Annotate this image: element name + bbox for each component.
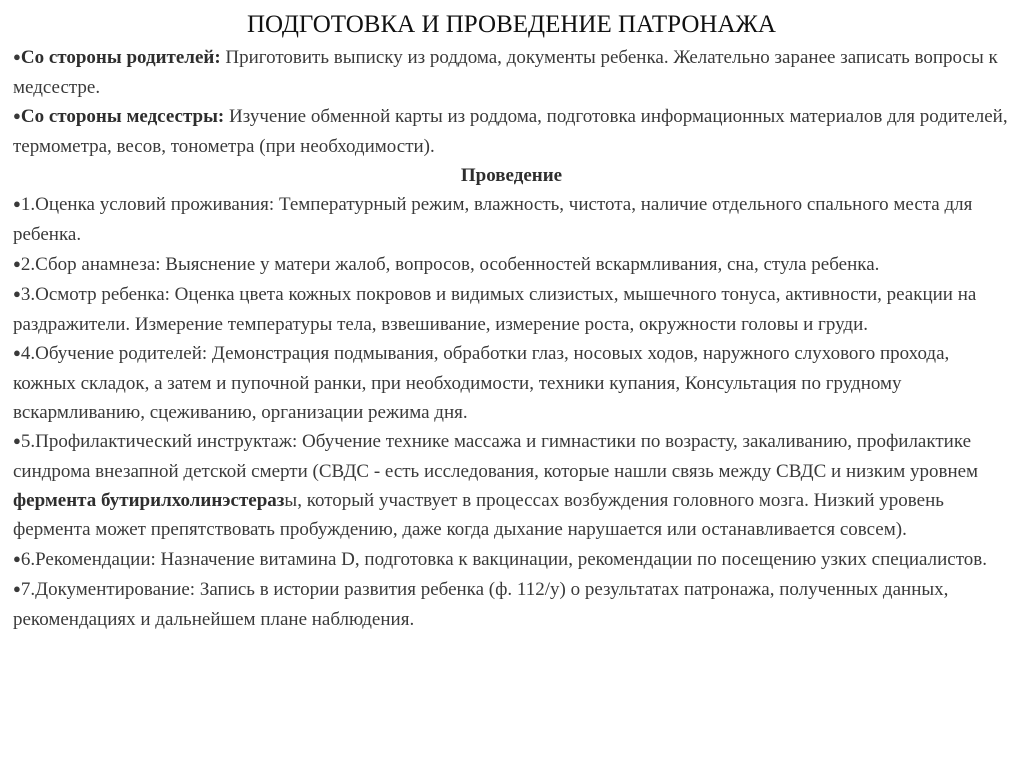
prep-nurse-text: Изучение обменной карты из роддома, подготовка информационных материалов для родителей, термометра, весов, тонометра (при необходимости). [13,106,1008,158]
step-text: 3.Осмотр ребенка: Оценка цвета кожных покровов и видимых слизистых, мышечного тонуса, активности, реакции на раздражители. Измерение температуры тела, взвешивание, измерение роста, окружности головы и груди. [13,283,977,335]
prep-parents-text: Приготовить выписку из роддома, документы ребенка. Желательно заранее записать вопросы к медсестре. [13,47,998,99]
step5-text-before: 5.Профилактический инструктаж: Обучение технике массажа и гимнастики по возрасту, закаливанию, профилактике синдрома внезапной детской смерти (СВДС - есть исследования, которые нашли связь между СВДС и низким уровнем [13,431,979,483]
prep-parents-label: Со стороны родителей: [20,47,221,68]
bullet-icon: ● [13,433,21,449]
bullet-icon: ● [13,550,21,566]
bullet-icon: ● [13,255,21,271]
step-text: 7.Документирование: Запись в истории развития ребенка (ф. 112/у) о результатах патронажа, полученных данных, рекомендациях и дальнейшем плане наблюдения. [13,578,949,630]
bullet-icon: ● [13,49,21,64]
prep-parents [13,43,1010,102]
step-item [13,545,1010,575]
bullet-icon: ● [13,580,21,596]
page-title: ПОДГОТОВКА И ПРОВЕДЕНИЕ ПАТРОНАЖА [247,11,776,38]
bullet-icon: ● [13,196,21,212]
step5-bold-term: фермента бутирилхолинэстераз [13,490,285,512]
bullet-icon: ● [13,285,21,301]
step-item [13,280,1010,339]
bullet-icon: ● [13,108,21,124]
step-item [13,427,1010,544]
step5-text-after: ы, который участвует в процессах возбуждения головного мозга. Низкий уровень фермента может препятствовать пробуждению, даже когда дыхание нарушается или останавливается совсем). [13,490,944,541]
step-text: 1.Оценка условий проживания: Температурный режим, влажность, чистота, наличие отдельного спального места для ребенка. [13,194,973,246]
step-text: 2.Сбор анамнеза: Выяснение у матери жалоб, вопросов, особенностей вскармливания, сна, стула ребенка. [20,253,880,275]
step-item [13,575,1010,634]
step-item [13,339,1010,427]
prep-nurse-label: Со стороны медсестры: [20,106,225,128]
step-text: 6.Рекомендации: Назначение витамина D, подготовка к вакцинации, рекомендации по посещению узких специалистов. [20,548,988,570]
step-item [13,250,1010,280]
prep-nurse [13,102,1010,161]
step-text: 4.Обучение родителей: Демонстрация подмывания, обработки глаз, носовых ходов, наружного слухового прохода, кожных складок, а затем и пупочной ранки, при необходимости, техники купания, Консультация по грудному вскармливанию, сцеживанию, организации режима дня. [13,342,950,424]
bullet-icon: ● [13,344,21,360]
step-item [13,190,1010,249]
section-subheading: Проведение [460,165,563,187]
